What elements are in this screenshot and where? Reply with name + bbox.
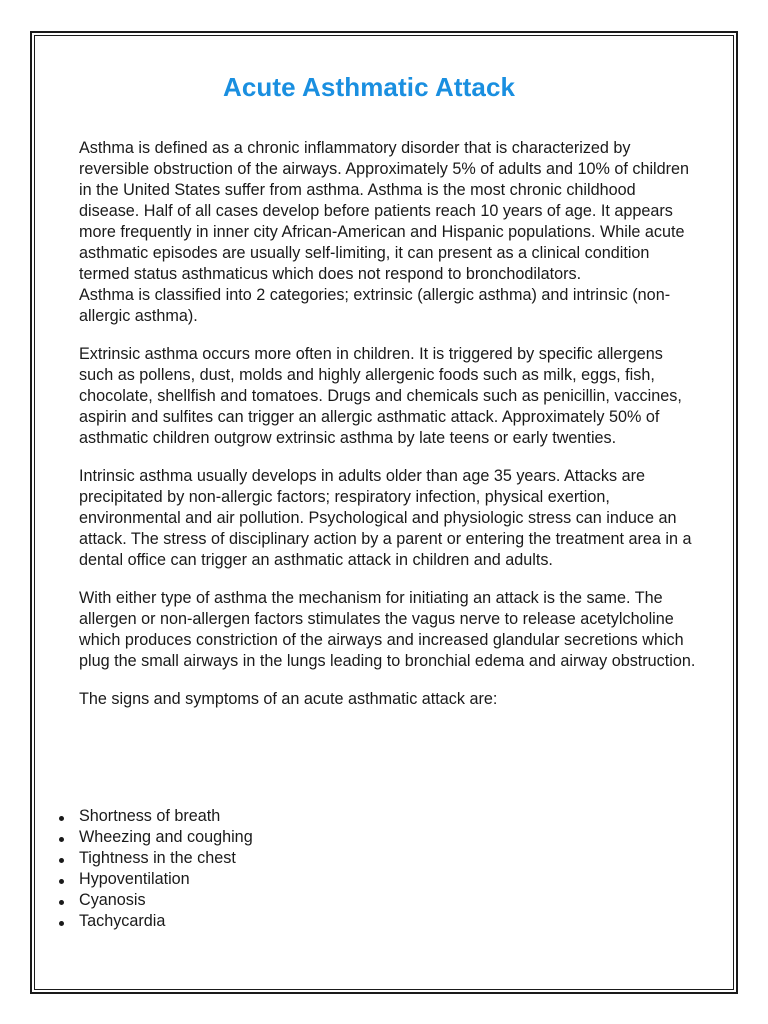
symptoms-list [56, 806, 253, 932]
symptom-text: Cyanosis [79, 891, 146, 909]
bullet-icon [59, 879, 64, 884]
list-item [56, 869, 253, 890]
document-title: Acute Asthmatic Attack [222, 72, 516, 102]
list-item [56, 848, 253, 869]
paragraph-intrinsic: Intrinsic asthma usually develops in adults older than age 35 years. Attacks are precipitated by non-allergic factors; respiratory infection, physical exertion, environmental and air pollution. Psychological and physiologic stress can induce an attack. The stress of disciplinary action by a parent or entering the treatment area in a dental office can trigger an asthmatic attack in children and adults. [79, 467, 692, 569]
paragraph-definition: Asthma is defined as a chronic inflammatory disorder that is characterized by reversible obstruction of the airways. Approximately 5% of adults and 10% of children in the United States suffer from asthma. Asthma is the most chronic childhood disease. Half of all cases develop before patients reach 10 years of age. It appears more frequently in inner city African-American and Hispanic populations. While acute asthmatic episodes are usually self-limiting, it can present as a clinical condition termed status asthmaticus which does not respond to bronchodilators. [79, 139, 690, 283]
document-body [79, 138, 699, 710]
symptom-text: Wheezing and coughing [79, 828, 253, 846]
bullet-icon [59, 858, 64, 863]
bullet-icon [59, 900, 64, 905]
paragraph-classification: Asthma is classified into 2 categories; extrinsic (allergic asthma) and intrinsic (non-allergic asthma). [79, 286, 671, 325]
paragraph-signs-intro: The signs and symptoms of an acute asthmatic attack are: [79, 690, 498, 708]
bullet-icon [59, 921, 64, 926]
symptom-text: Shortness of breath [79, 807, 221, 825]
list-item [56, 806, 253, 827]
symptom-text: Tightness in the chest [79, 849, 236, 867]
list-item [56, 911, 253, 932]
paragraph-mechanism: With either type of asthma the mechanism for initiating an attack is the same. The allergen or non-allergen factors stimulates the vagus nerve to release acetylcholine which produces constriction of the airways and increased glandular secretions which plug the small airways in the lungs leading to bronchial edema and airway obstruction. [79, 589, 696, 670]
symptom-text: Tachycardia [79, 912, 166, 930]
list-item [56, 890, 253, 911]
bullet-icon [59, 837, 64, 842]
bullet-icon [59, 816, 64, 821]
list-item [56, 827, 253, 848]
paragraph-extrinsic: Extrinsic asthma occurs more often in children. It is triggered by specific allergens such as pollens, dust, molds and highly allergenic foods such as milk, eggs, fish, chocolate, shellfish and tomatoes. Drugs and chemicals such as penicillin, vaccines, aspirin and sulfites can trigger an allergic asthmatic attack. Approximately 50% of asthmatic children outgrow extrinsic asthma by late teens or early twenties. [79, 345, 682, 447]
symptom-text: Hypoventilation [79, 870, 190, 888]
